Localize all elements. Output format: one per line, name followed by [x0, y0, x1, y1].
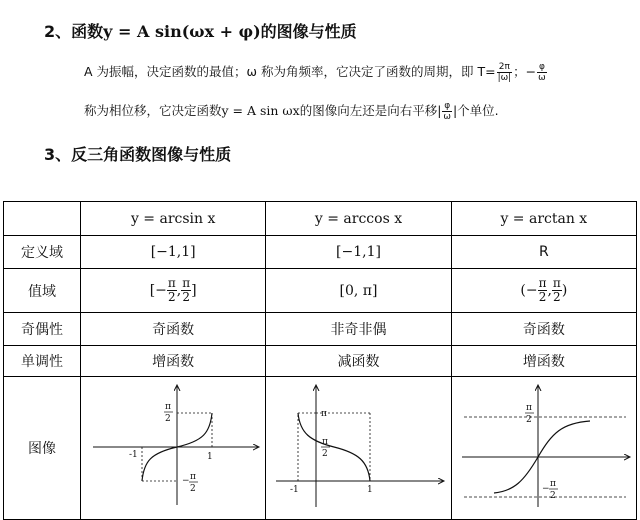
tick-label-half-pi-num: π: [322, 437, 329, 447]
header-arctan: y = arctan x: [451, 202, 636, 236]
tick-label-pi-half-den: 2: [525, 415, 532, 425]
monotonic-arctan: 增函数: [451, 346, 636, 377]
arccos-graph: [266, 377, 450, 515]
shift-numerator: φ: [444, 101, 451, 111]
row-label-graph: 图像: [4, 377, 81, 520]
tick-label-neg-pi-num: π: [190, 472, 197, 482]
tick-label-pi: π: [321, 409, 328, 419]
tick-label-neg-one: -1: [290, 485, 300, 495]
phase-fraction: [537, 62, 547, 83]
phase-denominator: ω: [538, 73, 546, 83]
fraction-numerator: π: [538, 276, 547, 290]
section-number: 2、: [44, 22, 72, 41]
range-fraction-high: [181, 277, 191, 304]
section-3-title: 反三角函数图像与性质: [71, 145, 232, 164]
phase-numerator: φ: [538, 62, 545, 72]
period-numerator: 2π: [497, 62, 513, 73]
range-fraction-low: [538, 277, 548, 304]
fraction-denominator: 2: [553, 290, 561, 304]
table-row-parity: [4, 313, 637, 346]
tick-label-one: 1: [367, 485, 374, 495]
monotonic-arccos: 减函数: [266, 346, 451, 377]
arccos-curve: [298, 413, 370, 481]
para1-text-b: ；−: [513, 64, 537, 79]
para2-text-c: |个单位.: [452, 103, 499, 118]
parity-arccos: 非奇非偶: [266, 313, 451, 346]
parity-arcsin: 奇函数: [81, 313, 266, 346]
para2-text-a: 称为相位移，它决定函数: [84, 103, 222, 118]
range-arccos: [0, π]: [266, 269, 451, 313]
graph-arctan-cell: [451, 377, 636, 520]
fraction-denominator: 2: [168, 290, 176, 304]
inverse-trig-table: [3, 201, 637, 520]
parity-arctan: 奇函数: [451, 313, 636, 346]
tick-label-pi-half-num: π: [165, 402, 172, 412]
tick-label-pi-half-den: 2: [165, 414, 171, 424]
row-label-monotonicity: 单调性: [4, 346, 81, 377]
range-arcsin: [81, 269, 266, 313]
header-arcsin: y = arcsin x: [81, 202, 266, 236]
heading-text-prefix: 函数: [71, 22, 104, 41]
graph-arcsin-cell: [81, 377, 266, 520]
range-separator: ,: [547, 282, 552, 299]
section-2-heading: [44, 19, 357, 42]
range-open-bracket: [−: [149, 282, 167, 299]
tick-label-neg-one: -1: [129, 450, 138, 460]
range-close-paren: ): [561, 282, 568, 299]
para1-text-a: A 为振幅，决定函数的最值；ω 称为角频率，它决定了函数的周期，即 T=: [84, 64, 496, 79]
heading-text-suffix: 的图像与性质: [260, 22, 357, 41]
range-open-paren: (−: [520, 282, 538, 299]
fraction-denominator: 2: [182, 290, 191, 304]
tick-label-neg-pi-den: 2: [190, 484, 196, 494]
tick-label-neg-pi-num: π: [549, 479, 556, 489]
period-fraction: [497, 62, 513, 83]
table-row-graph: [4, 377, 637, 520]
shift-denominator: ω: [443, 112, 451, 122]
paragraph-phase-shift: [84, 101, 499, 122]
arcsin-graph: [81, 377, 265, 515]
para2-text-b: 的图像向左还是向右平移|: [299, 103, 442, 118]
tick-label-neg-sign: −: [541, 484, 550, 494]
domain-arccos: [−1,1]: [266, 236, 451, 269]
para2-formula: y = A sin ωx: [221, 103, 300, 118]
heading-formula: y = A sin(ωx + φ): [103, 22, 261, 41]
range-arctan: [451, 269, 636, 313]
fraction-numerator: π: [167, 276, 176, 290]
tick-label-one: 1: [207, 452, 213, 462]
header-arccos: y = arccos x: [266, 202, 451, 236]
range-fraction-low: [167, 277, 177, 304]
header-empty-cell: [4, 202, 81, 236]
tick-label-half-pi-den: 2: [322, 449, 329, 459]
table-row-range: [4, 269, 637, 313]
tick-label-pi-half-num: π: [525, 403, 532, 413]
table-header-row: [4, 202, 637, 236]
monotonic-arcsin: 增函数: [81, 346, 266, 377]
table-row-domain: [4, 236, 637, 269]
table-row-monotonicity: [4, 346, 637, 377]
fraction-numerator: π: [552, 276, 561, 290]
tick-label-neg-pi-den: 2: [549, 491, 556, 501]
row-label-parity: 奇偶性: [4, 313, 81, 346]
domain-arcsin: [−1,1]: [81, 236, 266, 269]
section-number: 3、: [44, 145, 72, 164]
fraction-numerator: π: [182, 276, 191, 290]
fraction-denominator: 2: [538, 290, 547, 304]
row-label-domain: 定义域: [4, 236, 81, 269]
tick-label-neg-sign: −: [182, 476, 190, 486]
domain-arctan: R: [451, 236, 636, 269]
section-3-heading: [44, 142, 231, 165]
shift-fraction: [442, 101, 452, 122]
period-denominator: |ω|: [497, 73, 512, 83]
range-separator: ,: [176, 282, 182, 299]
row-label-range: 值域: [4, 269, 81, 313]
paragraph-amplitude: [84, 62, 548, 83]
graph-arccos-cell: [266, 377, 451, 520]
range-fraction-high: [552, 277, 562, 304]
range-close-bracket: ]: [191, 282, 197, 299]
arctan-graph: [452, 377, 636, 515]
